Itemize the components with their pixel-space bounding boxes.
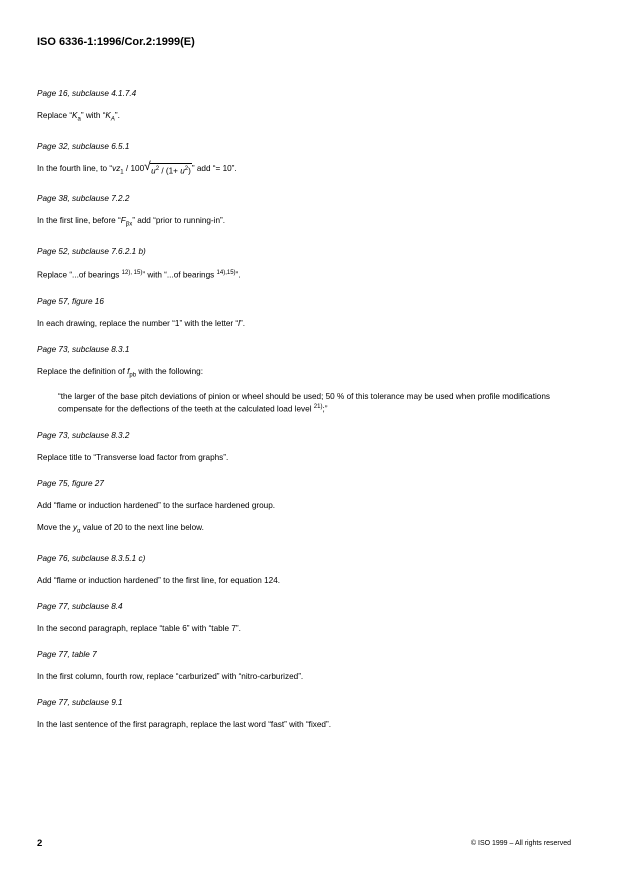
entry-text: Replace the definition of $f_{pb}$ with the following: [37,366,203,379]
page-number: 2 [37,838,43,849]
entry-reference: Page 73, subclause 8.3.2 [37,431,130,441]
entry-text: In the second paragraph, replace “table 6” with “table 7”. [37,623,241,633]
entry [37,246,582,281]
entry [37,344,582,415]
corrigendum-list [37,88,582,730]
entry-reference: Page 57, figure 16 [37,296,104,306]
entry [37,649,582,682]
entry [37,697,582,730]
entry-text: In each drawing, replace the number “1” with the letter “l”. [37,318,245,328]
entry-text: Move the $y_\alpha$ value of 20 to the next line below. [37,523,204,535]
entry-text: Add “flame or induction hardened” to the first line, for equation 124. [37,575,281,585]
entry [37,601,582,634]
entry-reference: Page 32, subclause 6.5.1 [37,141,130,151]
entry-reference: Page 52, subclause 7.6.2.1 b) [37,246,146,256]
entry [37,553,582,586]
entry-text: Replace “...of bearings $^{12), 15)}$” with “...of bearings $^{14),15)}$”. [37,269,241,280]
entry-text: In the first line, before “$F_{\beta x}$” add “prior to running-in”. [37,216,226,228]
entry [37,296,582,329]
entry [37,141,582,179]
entry-reference: Page 77, table 7 [37,649,97,659]
copyright-notice: © ISO 1999 – All rights reserved [470,840,571,847]
entry-reference: Page 77, subclause 9.1 [37,697,123,707]
entry-text: Replace “$K_a$” with “$K_A$”. [37,111,120,123]
document-id: ISO 6336-1:1996/Cor.2:1999(E) [37,36,195,48]
entry-reference: Page 75, figure 27 [37,479,104,489]
entry-text: Add “flame or induction hardened” to the surface hardened group. [37,501,276,511]
entry-text: In the last sentence of the first paragraph, replace the last word “fast” with “fixed”. [37,719,331,729]
entry-text: Replace title to “Transverse load factor from graphs”. [37,453,229,463]
entry-reference: Page 73, subclause 8.3.1 [37,344,130,354]
entry-quote: “the larger of the base pitch deviations of pinion or wheel should be used; 50 % of this tolerance may be used when profile modifications compensate for the deflections of the teeth at the calculated load level $^{21)}$;” [58,392,550,415]
entry [37,430,582,463]
sqrt-expression: √ $u^2 / (1+ u^2)$ [144,158,191,176]
entry-text: In the fourth line, to “$vz_1 / 100$ √ $u^2 / (1+ u^2)$” add “= 10”. [37,158,237,176]
entry [37,88,582,126]
entry-text: In the first column, fourth row, replace “carburized” with “nitro-carburized”. [37,671,304,681]
entry [37,478,582,538]
entry-reference: Page 77, subclause 8.4 [37,601,123,611]
entry-reference: Page 38, subclause 7.2.2 [37,194,130,204]
entry-reference: Page 16, subclause 4.1.7.4 [37,89,137,98]
entry [37,193,582,231]
entry-reference: Page 76, subclause 8.3.5.1 c) [37,553,146,563]
